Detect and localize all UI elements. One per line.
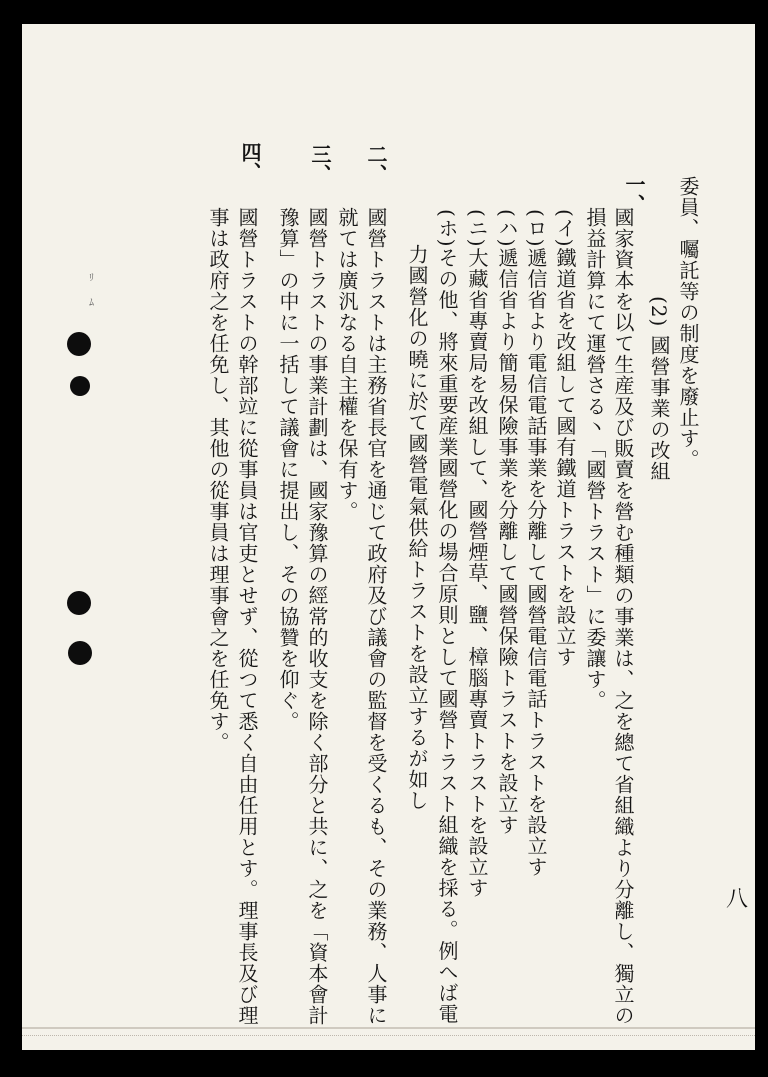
binding-hole: [68, 641, 92, 665]
item-marker-1: 一、: [622, 174, 646, 214]
item-marker-4: 四、: [238, 142, 262, 182]
sub-item-ho-cont: 力國營化の曉に於て國營電氣供給トラストを設立するが如し: [405, 244, 429, 811]
text-line-2: 損益計算にて運營さる丶「國營トラスト」に委讓す。: [583, 207, 607, 711]
text-line-10: 就ては廣汎なる自主權を保有す。: [335, 207, 359, 522]
text-line-11: 國營トラストの事業計劃は、國家豫算の經常的收支を除く部分と共に、之を「資本會計: [305, 207, 329, 1026]
page-number: 八: [725, 887, 748, 912]
binding-hole: [67, 591, 91, 615]
binding-hole: [70, 376, 90, 396]
page-edge: [22, 1027, 755, 1036]
text-line-1: 國家資本を以て生産及び販賣を營む種類の事業は、之を總て省組織より分離し、獨立の: [611, 207, 635, 1026]
sub-item-ni: (ニ)大藏省專賣局を改組して、國營煙草、鹽、樟腦專賣トラストを設立す: [465, 209, 489, 899]
text-line-12: 豫算」の中に一括して議會に提出し、その協贊を仰ぐ。: [276, 207, 300, 732]
text-line-9: 國營トラストは主務省長官を通じて政府及び議會の監督を受くるも、その業務、人事に: [364, 207, 388, 1026]
text-line-14: 事は政府之を任免し、其他の從事員は理事會之を任免す。: [206, 207, 230, 753]
sub-item-ro: (ロ)遞信省より電信電話事業を分離して國營電信電話トラストを設立す: [524, 209, 548, 878]
sub-item-i: (イ)鐵道省を改組して國有鐵道トラストを設立す: [553, 209, 577, 668]
scan-mark: ﾘ: [89, 273, 94, 284]
sub-item-ho: (ホ)その他、將來重要産業國營化の場合原則として國營トラスト組織を採る。例へば電: [435, 209, 459, 1025]
text-line-13: 國營トラストの幹部竝に從事員は官吏とせず、從つて悉く自由任用とす。理事長及び理: [235, 207, 259, 1026]
section-heading: (2) 國營事業の改組: [647, 296, 671, 482]
document-page: [22, 24, 755, 1050]
scan-mark: ﾑ: [89, 298, 94, 309]
binding-hole: [67, 332, 91, 356]
sub-item-ha: (ハ)遞信省より簡易保險事業を分離して國營保險トラストを設立す: [495, 209, 519, 836]
text-line-top: 委員、囑託等の制度を廢止す。: [676, 176, 700, 470]
item-marker-2: 二、: [364, 144, 388, 184]
item-marker-3: 三、: [308, 144, 332, 184]
